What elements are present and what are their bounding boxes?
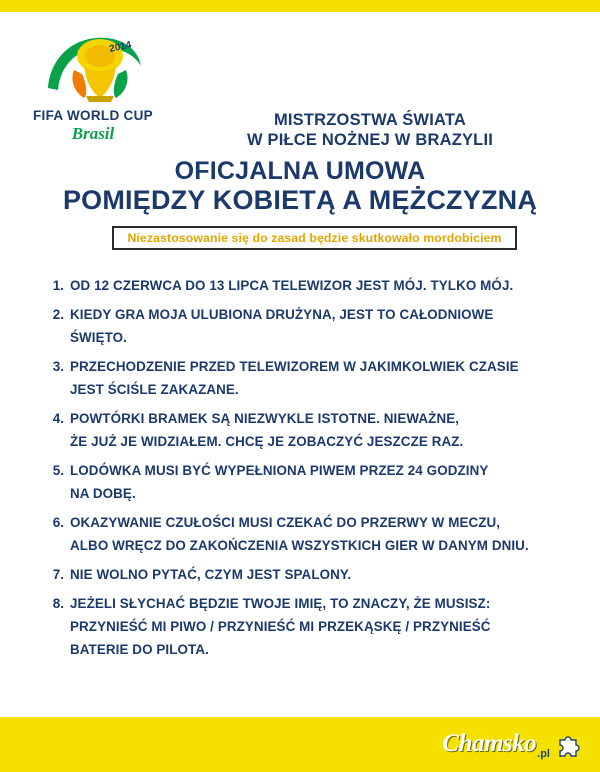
subtitle-line-1: MISTRZOSTWA ŚWIATA	[273, 111, 467, 129]
rule-text-line: LODÓWKA MUSI BYĆ WYPEŁNIONA PIWEM PRZEZ 24 GODZINY	[70, 463, 489, 478]
rule-number: 2.	[52, 307, 64, 322]
rule-text	[70, 511, 529, 557]
chamsko-domain-suffix: .pl	[537, 748, 550, 760]
rule-text-line: OD 12 CZERWCA DO 13 LIPCA TELEWIZOR JEST MÓJ. TYLKO MÓJ.	[70, 278, 514, 293]
rule-text-line: JEŻELI SŁYCHAĆ BĘDZIE TWOJE IMIĘ, TO ZNACZY, ŻE MUSISZ:	[70, 596, 491, 611]
svg-text:2014: 2014	[108, 39, 133, 55]
list-item	[46, 355, 586, 401]
rule-text-line: NIE WOLNO PYTAĆ, CZYM JEST SPALONY.	[70, 567, 352, 582]
rule-number: 6.	[52, 515, 64, 530]
list-item	[46, 274, 586, 297]
chamsko-puzzle-mark-icon	[556, 729, 586, 759]
rule-text	[70, 563, 351, 586]
subtitle-heading	[150, 110, 590, 150]
rule-text	[70, 459, 488, 505]
rule-text-line: ŻE JUŻ JE WIDZIAŁEM. CHCĘ JE ZOBACZYĆ JESZCZE RAZ.	[70, 434, 464, 449]
rule-text	[70, 274, 513, 297]
rule-text	[70, 407, 463, 453]
fifa-world-cup-logo	[18, 30, 168, 144]
warning-box	[112, 226, 517, 250]
logo-brasil-text: Brasil	[71, 124, 115, 143]
rules-list	[46, 274, 586, 667]
list-item	[46, 592, 586, 661]
poster-sheet	[0, 12, 600, 717]
chamsko-brand-text: Chamsko	[442, 730, 537, 757]
list-item	[46, 459, 586, 505]
rule-text-line: ALBO WRĘCZ DO ZAKOŃCZENIA WSZYSTKICH GIER W DANYM DNIU.	[70, 538, 529, 553]
rule-number: 3.	[52, 359, 64, 374]
rule-text-line: JEST ŚCIŚLE ZAKAZANE.	[70, 382, 239, 397]
rule-text-line: ŚWIĘTO.	[70, 330, 127, 345]
rule-text-line: PRZYNIEŚĆ MI PIWO / PRZYNIEŚĆ MI PRZEKĄSKĘ / PRZYNIEŚĆ	[70, 619, 491, 634]
title-line-1: OFICJALNA UMOWA	[174, 157, 426, 185]
logo-fifa-world-cup-text: FIFA WORLD CUP	[33, 108, 153, 123]
rule-number: 7.	[52, 567, 64, 582]
rule-text-line: PRZECHODZENIE PRZED TELEWIZOREM W JAKIMKOLWIEK CZASIE	[70, 359, 519, 374]
list-item	[46, 303, 586, 349]
list-item	[46, 511, 586, 557]
rule-text	[70, 303, 493, 349]
list-item	[46, 563, 586, 586]
rule-number: 5.	[52, 463, 64, 478]
rule-number: 4.	[52, 411, 64, 426]
warning-text: Niezastosowanie się do zasad będzie skutkowało mordobiciem	[127, 231, 502, 245]
subtitle-line-2: W PIŁCE NOŻNEJ W BRAZYLII	[246, 131, 494, 149]
rule-text-line: POWTÓRKI BRAMEK SĄ NIEZWYKLE ISTOTNE. NIEWAŻNE,	[70, 411, 460, 426]
rule-number: 1.	[52, 278, 64, 293]
rule-text-line: BATERIE DO PILOTA.	[70, 642, 209, 657]
rule-number: 8.	[52, 596, 64, 611]
rule-text-line: NA DOBĘ.	[70, 486, 136, 501]
fifa-world-cup-trophy-emblem	[40, 30, 146, 104]
page-title	[10, 157, 590, 215]
list-item	[46, 407, 586, 453]
rule-text	[70, 592, 491, 661]
chamsko-watermark[interactable]	[442, 724, 586, 764]
title-line-2: POMIĘDZY KOBIETĄ A MĘŻCZYZNĄ	[62, 185, 538, 215]
rule-text-line: KIEDY GRA MOJA ULUBIONA DRUŻYNA, JEST TO CAŁODNIOWE	[70, 307, 494, 322]
top-accent-bar	[0, 0, 600, 12]
rule-text-line: OKAZYWANIE CZUŁOŚCI MUSI CZEKAĆ DO PRZERWY W MECZU,	[70, 515, 501, 530]
bottom-accent-bar	[0, 717, 600, 772]
rule-text	[70, 355, 519, 401]
